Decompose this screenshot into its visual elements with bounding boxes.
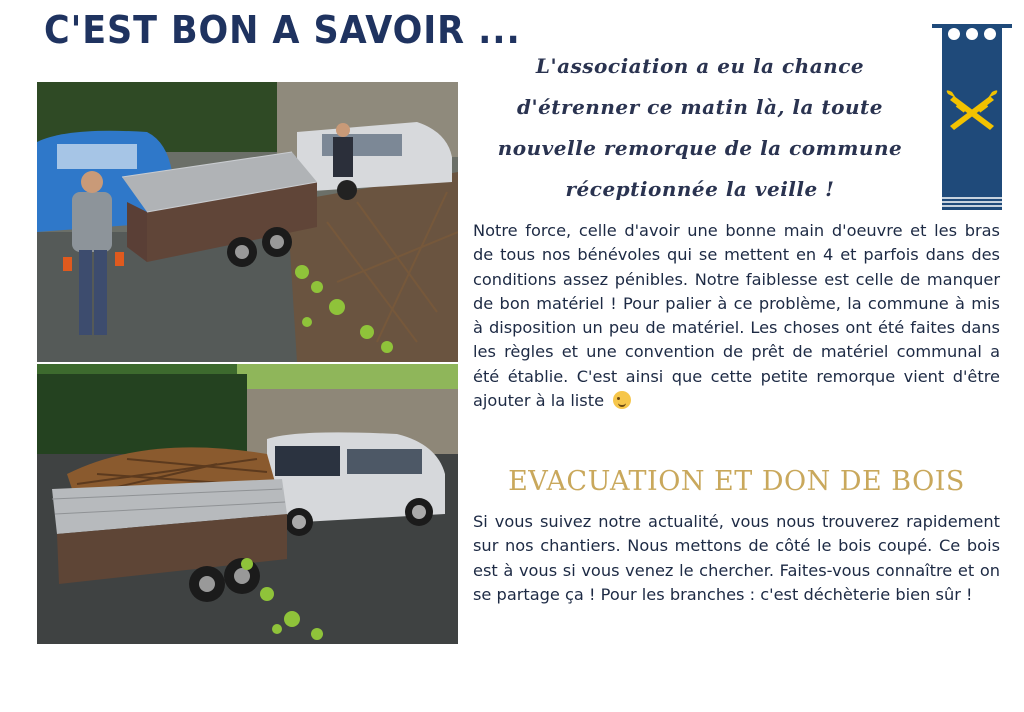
intro-line: L'association a eu la chance <box>535 54 865 78</box>
page-title: C'EST BON A SAVOIR ... <box>44 8 521 52</box>
section-heading: EVACUATION ET DON DE BOIS <box>508 466 965 497</box>
intro-line: réceptionnée la veille ! <box>565 177 835 201</box>
heraldic-banner <box>932 22 1012 217</box>
paragraph-wood: Si vous suivez notre actualité, vous nous trouverez rapidement sur nos chantiers. Nous mettons de côté le bois coupé. Ce bois est à vous si vous venez le chercher. Faites-vous connaître et on se partage ça ! Pour les branches : c'est déchèterie bien sûr ! <box>473 512 1000 604</box>
paragraph-material <box>473 219 1000 413</box>
winking-face-icon <box>613 391 631 409</box>
paragraph-material-text: Notre force, celle d'avoir une bonne main d'oeuvre et les bras de tous nos bénévoles qui se mettent en 4 et parfois dans des conditions assez pénibles. Notre faiblesse est celle de manquer de bon matériel ! Pour palier à ce problème, la commune à mis à disposition un peu de matériel. Les choses ont été faites dans les règles et une convention de prêt de matériel communal a été établie. C'est ainsi que cette petite remorque vient d'être ajouter à la liste <box>473 221 1000 411</box>
photo-trailer-loaded <box>37 364 458 644</box>
photo-trailer-empty <box>37 82 458 362</box>
intro-caption <box>480 46 920 210</box>
intro-line: nouvelle remorque de la commune <box>497 136 903 160</box>
intro-line: d'étrenner ce matin là, la toute <box>516 95 884 119</box>
